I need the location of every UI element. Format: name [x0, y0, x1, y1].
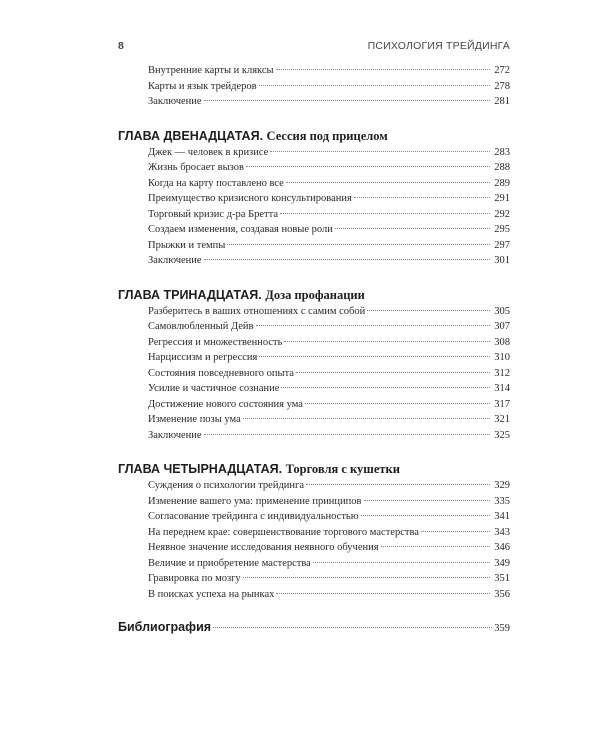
toc-entry: Регрессия и множественность 308 — [148, 336, 510, 348]
toc-entry: На переднем крае: совершенствование торгового мастерства 343 — [148, 526, 510, 538]
toc-entry: Преимущество кризисного консультирования 291 — [148, 193, 510, 204]
toc-entry: Величие и приобретение мастерства 349 — [148, 557, 510, 569]
toc-entry: Создаем изменения, создавая новые роли 295 — [148, 224, 510, 235]
toc-entry: Самовлюбленный Дейв 307 — [148, 321, 510, 332]
toc-entry: Нарциссизм и регрессия 310 — [148, 352, 510, 363]
chapter-heading-13: ГЛАВА ТРИНАДЦАТАЯ. Доза профанации — [118, 287, 365, 302]
toc-entry: Достижение нового состояния ума 317 — [148, 398, 510, 410]
toc-entry: Жизнь бросает вызов 288 — [148, 162, 510, 173]
toc-entry: Заключение 281 — [148, 96, 510, 107]
toc-entry: Прыжки и темпы 297 — [148, 239, 510, 251]
toc-entry: Изменение вашего ума: применение принципов 335 — [148, 495, 510, 507]
toc-entry: Усилие и частичное сознание 314 — [148, 383, 510, 394]
toc-entry: Неявное значение исследования неявного обучения 346 — [148, 542, 510, 553]
page-header — [118, 40, 510, 54]
page-number: 8 — [118, 40, 124, 52]
toc-entry: Карты и язык трейдеров 278 — [148, 80, 510, 92]
toc-entry: Когда на карту поставлено все 289 — [148, 177, 510, 189]
toc-entry: Изменение позы ума 321 — [148, 414, 510, 425]
toc-entry: В поисках успеха на рынках 356 — [148, 588, 510, 600]
toc-entry: Внутренние карты и кляксы 272 — [148, 65, 510, 76]
chapter-13-entries — [118, 306, 510, 446]
bibliography-entry: Библиография 359 — [118, 620, 510, 634]
toc-entry: Заключение 301 — [148, 255, 510, 266]
table-of-contents — [118, 65, 510, 636]
toc-entry: Торговый кризис д-ра Бретта 292 — [148, 208, 510, 220]
chapter-heading-12: ГЛАВА ДВЕНАДЦАТАЯ. Сессия под прицелом — [118, 128, 388, 143]
toc-entry: Гравировка по мозгу 351 — [148, 573, 510, 584]
toc-entry: Джек — человек в кризисе 283 — [148, 146, 510, 158]
chapter-14-entries — [118, 480, 510, 604]
toc-entry: Согласование трейдинга с индивидуальностью 341 — [148, 511, 510, 522]
running-title: ПСИХОЛОГИЯ ТРЕЙДИНГА — [367, 40, 510, 52]
toc-entry: Заключение 325 — [148, 429, 510, 441]
chapter-heading-14: ГЛАВА ЧЕТЫРНАДЦАТАЯ. Торговля с кушетки — [118, 462, 400, 476]
toc-entry: Разберитесь в ваших отношениях с самим собой 305 — [148, 305, 510, 317]
toc-entry: Суждения о психологии трейдинга 329 — [148, 480, 510, 491]
toc-entry: Состояния повседневного опыта 312 — [148, 367, 510, 379]
toc-section-top — [118, 65, 510, 112]
chapter-12-entries — [118, 147, 510, 271]
